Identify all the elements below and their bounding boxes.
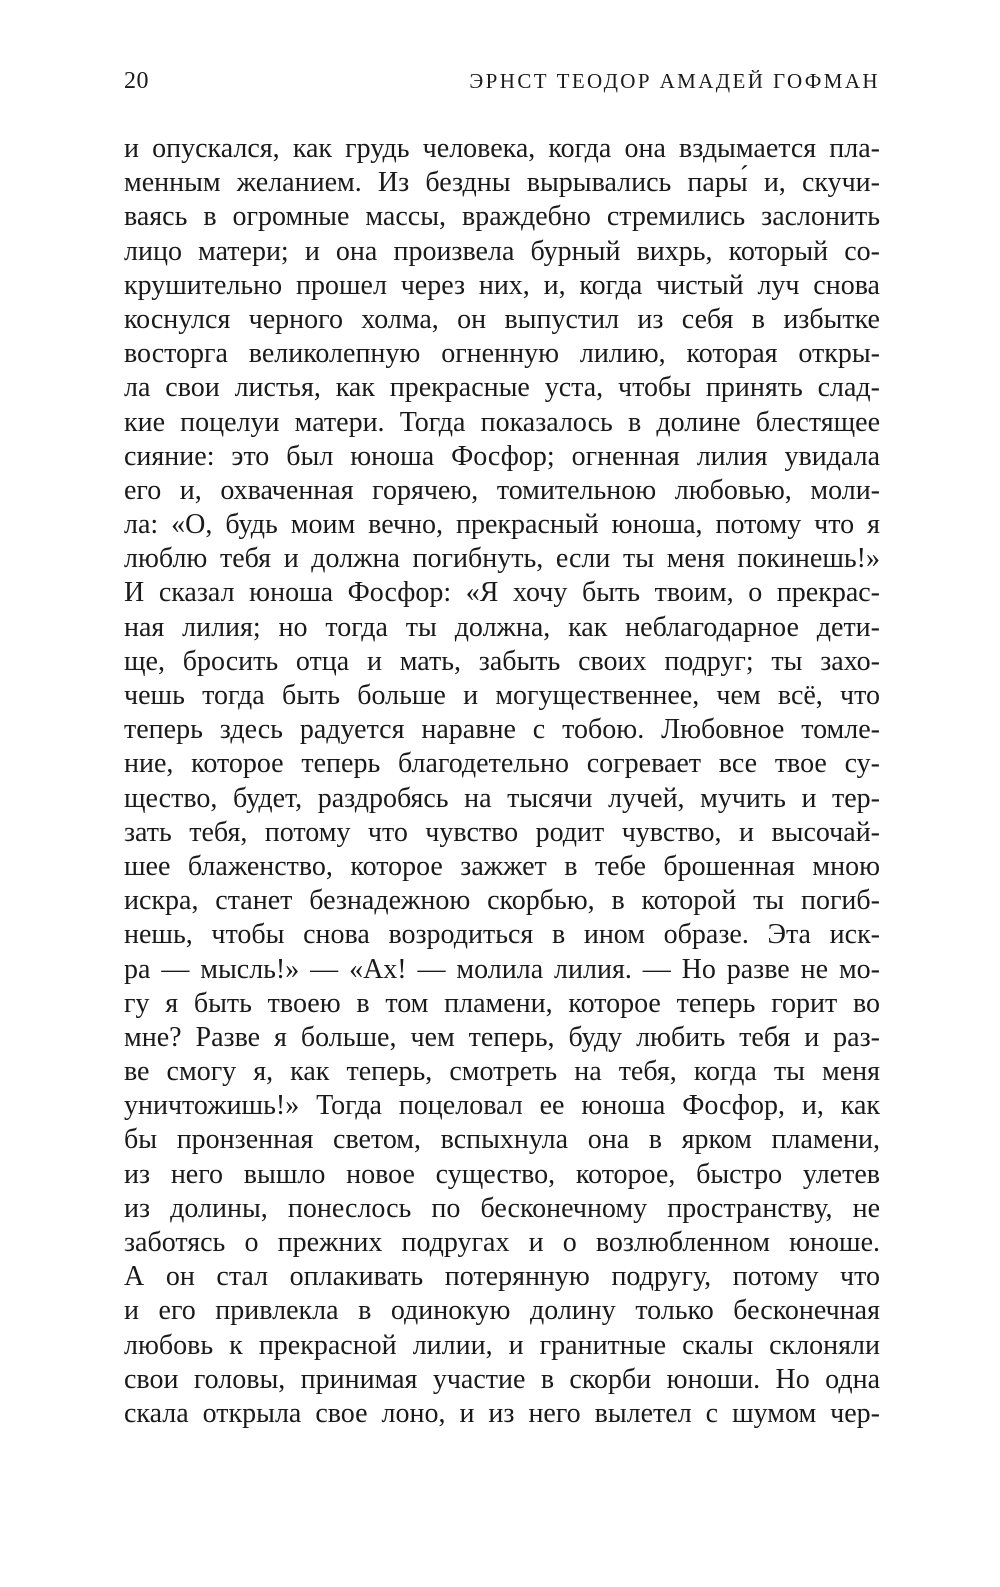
running-header (124, 68, 880, 104)
text-line: бы пронзенная светом, вспыхнула она в ярком пламени, (124, 1124, 880, 1156)
text-line: люблю тебя и должна погибнуть, если ты меня покинешь!» (124, 543, 880, 575)
text-line: уничтожишь!» Тогда поцеловал ее юноша Фосфор, и, как (124, 1090, 880, 1122)
text-line: чешь тогда быть больше и могущественнее, чем всё, что (124, 680, 880, 711)
text-line: ве смогу я, как теперь, смотреть на тебя, когда ты меня (124, 1056, 880, 1088)
text-line: и его привлекла в одинокую долину только бесконечная (124, 1295, 880, 1327)
text-line: любовь к прекрасной лилии, и гранитные скалы склоняли (124, 1329, 880, 1361)
text-line: А он стал оплакивать потерянную подругу, потому что (124, 1261, 880, 1293)
text-line: крушительно прошел через них, и, когда чистый луч снова (124, 269, 880, 301)
text-line: зать тебя, потому что чувство родит чувство, и высочай- (124, 816, 880, 848)
text-line: скала открыла свое лоно, и из него вылетел с шумом чер- (124, 1397, 880, 1429)
text-line: заботясь о прежних подругах и о возлюбленном юноше. (124, 1227, 880, 1258)
text-line: его и, охваченная горячею, томительною любовью, моли- (124, 474, 880, 506)
text-line: гу я быть твоею в том пламени, которое теперь горит во (124, 987, 880, 1019)
text-line: ра — мысль!» — «Ах! — молила лилия. — Но разве не мо- (124, 953, 880, 985)
text-line: ла: «О, будь моим вечно, прекрасный юноша, потому что я (124, 509, 880, 541)
text-line: свои головы, принимая участие в скорби юноши. Но одна (124, 1363, 880, 1395)
text-line: И сказал юноша Фосфор: «Я хочу быть твоим, о прекрас- (124, 577, 880, 609)
text-line: нешь, чтобы снова возродиться в ином образе. Эта иск- (124, 919, 880, 951)
text-line: из долины, понеслось по бесконечному пространству, не (124, 1192, 880, 1224)
text-line: коснулся черного холма, он выпустил из себя в избытке (124, 303, 880, 335)
body-text (124, 132, 880, 1431)
running-header-title: ЭРНСТ ТЕОДОР АМАДЕЙ ГОФМАН (469, 69, 880, 93)
text-line: шее блаженство, которое зажжет в тебе брошенная мною (124, 850, 880, 882)
text-line: ще, бросить отца и мать, забыть своих подруг; ты захо- (124, 645, 880, 677)
text-line: кие поцелуи матери. Тогда показалось в долине блестящее (124, 406, 880, 438)
text-line: сияние: это был юноша Фосфор; огненная лилия увидала (124, 440, 880, 472)
text-line: ла свои листья, как прекрасные уста, чтобы принять слад- (124, 372, 880, 404)
text-line: лицо матери; и она произвела бурный вихрь, который со- (124, 235, 880, 267)
page-number: 20 (124, 68, 149, 94)
text-line: из него вышло новое существо, которое, быстро улетев (124, 1158, 880, 1190)
text-line: ваясь в огромные массы, враждебно стремились заслонить (124, 201, 880, 233)
text-line: теперь здесь радуется наравне с тобою. Любовное томле- (124, 714, 880, 746)
text-line: мне? Разве я больше, чем теперь, буду любить тебя и раз- (124, 1021, 880, 1053)
text-line: искра, станет безнадежною скорбью, в которой ты погиб- (124, 885, 880, 917)
text-line: восторга великолепную огненную лилию, которая откры- (124, 338, 880, 370)
text-line: ние, которое теперь благодетельно согревает все твое су- (124, 748, 880, 780)
text-line: менным желанием. Из бездны вырывались пары́ и, скучи- (124, 167, 880, 199)
text-line: ная лилия; но тогда ты должна, как неблагодарное дети- (124, 611, 880, 643)
text-line: щество, будет, раздробясь на тысячи лучей, мучить и тер- (124, 782, 880, 814)
text-line: и опускался, как грудь человека, когда она вздымается пла- (124, 133, 880, 164)
